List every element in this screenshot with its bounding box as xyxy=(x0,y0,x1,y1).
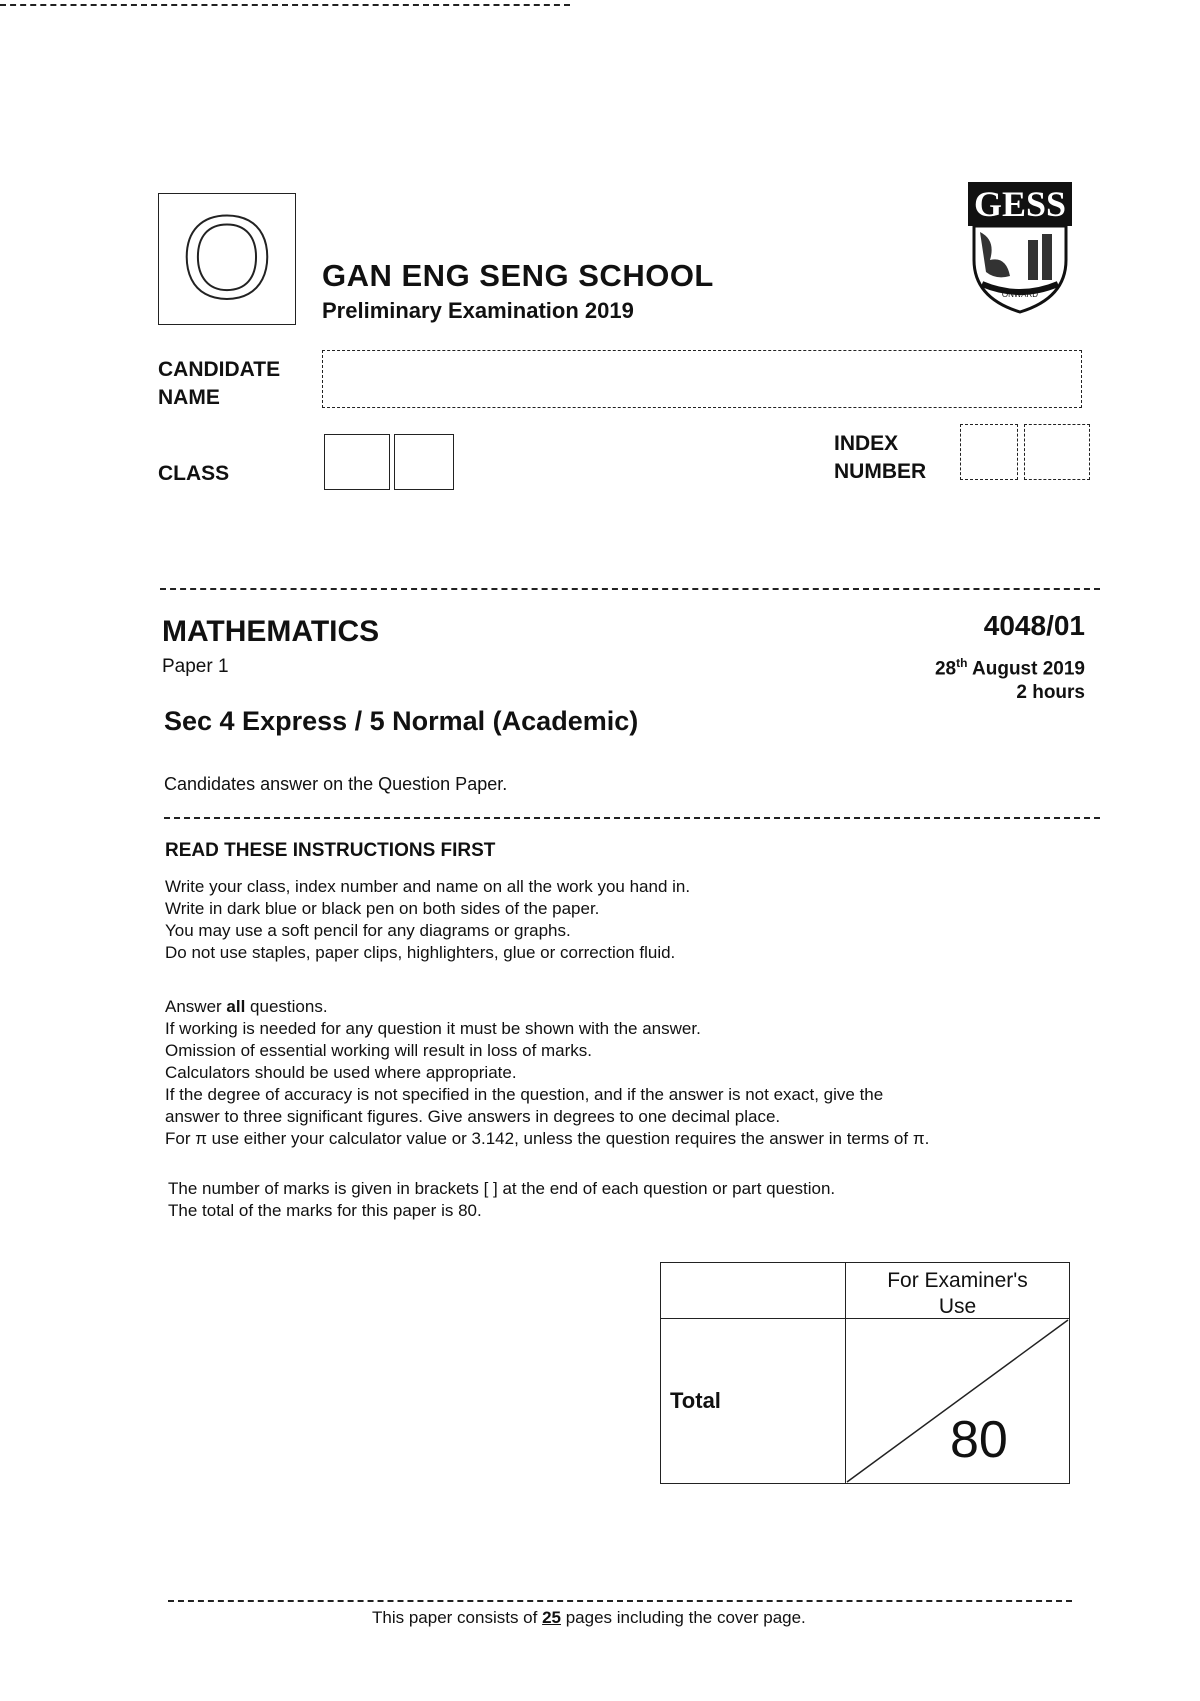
class-label: CLASS xyxy=(158,462,230,485)
index-box-2[interactable] xyxy=(1024,424,1090,480)
subject-title: MATHEMATICS xyxy=(162,615,380,648)
total-marks: 80 xyxy=(950,1411,1008,1469)
crest-motto: ONWARD xyxy=(1001,290,1039,299)
class-box-2[interactable] xyxy=(394,434,454,490)
paper-code: 4048/01 xyxy=(983,610,1085,641)
candidate-name-field[interactable] xyxy=(322,350,1082,408)
class-box-1[interactable] xyxy=(324,434,390,490)
answer-all-line: Answer all questions. xyxy=(165,997,328,1016)
school-name: GAN ENG SENG SCHOOL xyxy=(322,258,714,293)
examiner-box xyxy=(660,1262,1070,1484)
exam-level: Sec 4 Express / 5 Normal (Academic) xyxy=(164,706,639,736)
instructions-block-2: Answer all questions. If working is needed for any question it must be shown with the answer. Omission of essential working will result in loss of marks. Calculators should be used where appropriate. If the degree of accuracy is not specified in the question, and if the answer is not exact, give the answer to three significant figures. Give answers in degrees to one decimal place. For π use either your calculator value or 3.142, unless the question requires the answer in terms of π. xyxy=(165,996,1105,1150)
crest-text: GESS xyxy=(973,184,1067,224)
index-box-1[interactable] xyxy=(960,424,1018,480)
footer-note: This paper consists of 25 pages including the cover page. xyxy=(372,1608,806,1627)
total-label: Total xyxy=(670,1388,721,1413)
index-number-label: INDEX NUMBER xyxy=(834,432,927,483)
separator-line xyxy=(160,588,1100,590)
exam-date: 28th August 2019 xyxy=(934,656,1085,680)
level-box xyxy=(158,193,296,325)
instructions-block-3: The number of marks is given in brackets [ ] at the end of each question or part question. The total of the marks for this paper is 80. xyxy=(168,1179,836,1220)
candidate-name-label: CANDIDATE NAME xyxy=(158,358,281,409)
footer-line xyxy=(168,1600,1072,1602)
answer-note: Candidates answer on the Question Paper. xyxy=(164,774,508,794)
paper-number: Paper 1 xyxy=(162,656,229,677)
examiner-heading: For Examiner's Use xyxy=(887,1269,1028,1318)
top-edge-line xyxy=(0,4,570,6)
instructions-heading: READ THESE INSTRUCTIONS FIRST xyxy=(165,840,496,861)
exam-duration: 2 hours xyxy=(1016,682,1085,703)
level-letter: O xyxy=(181,192,273,324)
school-crest xyxy=(966,180,1074,320)
separator-line-2 xyxy=(164,817,1100,819)
instructions-block-1: Write your class, index number and name on all the work you hand in. Write in dark blue or black pen on both sides of the paper. You may use a soft pencil for any diagrams or graphs. Do not use staples, paper clips, highlighters, glue or correction fluid. xyxy=(165,877,691,962)
exam-title: Preliminary Examination 2019 xyxy=(322,298,634,323)
